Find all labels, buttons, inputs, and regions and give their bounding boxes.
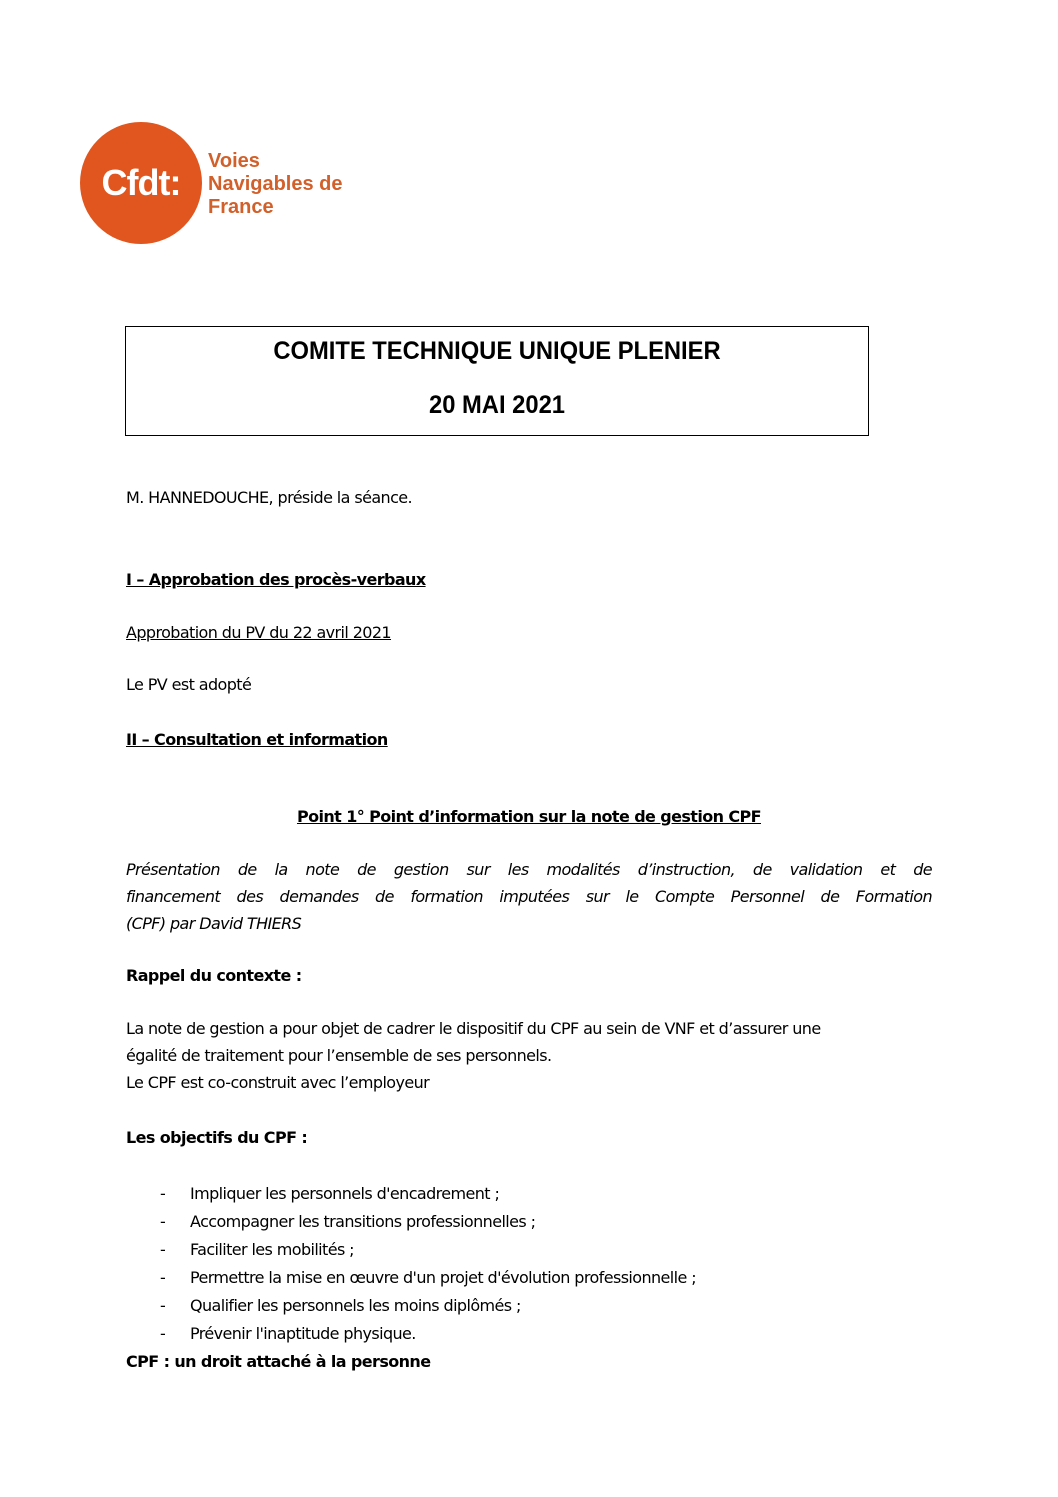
- logo-mark-text: Cfdt:: [101, 162, 181, 203]
- objective-item: Faciliter les mobilités ;: [190, 1240, 354, 1259]
- objective-item: Qualifier les personnels les moins diplômés ;: [190, 1296, 521, 1315]
- bullet-dash-icon: -: [160, 1212, 166, 1231]
- logo-org-line: France: [208, 196, 274, 218]
- context-heading: Rappel du contexte :: [126, 966, 302, 985]
- context-line: La note de gestion a pour objet de cadrer le dispositif du CPF au sein de VNF et d’assurer une: [126, 1019, 821, 1038]
- presentation-line: (CPF) par David THIERS: [126, 914, 302, 933]
- objective-item: Prévenir l'inaptitude physique.: [190, 1324, 416, 1343]
- bullet-dash-icon: -: [160, 1324, 166, 1343]
- president-line: M. HANNEDOUCHE, préside la séance.: [126, 488, 412, 507]
- bullet-dash-icon: -: [160, 1184, 166, 1203]
- section1-heading: I – Approbation des procès-verbaux: [126, 570, 426, 589]
- presentation-line: financement des demandes de formation imputées sur le Compte Personnel de Formation: [126, 887, 932, 906]
- context-line: Le CPF est co-construit avec l’employeur: [126, 1073, 430, 1092]
- objective-item: Permettre la mise en œuvre d'un projet d'évolution professionnelle ;: [190, 1268, 696, 1287]
- logo-org-line: Navigables de: [208, 173, 343, 195]
- bullet-dash-icon: -: [160, 1268, 166, 1287]
- objective-item: Accompagner les transitions professionnelles ;: [190, 1212, 536, 1231]
- section1-subheading: Approbation du PV du 22 avril 2021: [126, 623, 392, 642]
- document-title: COMITE TECHNIQUE UNIQUE PLENIER: [273, 337, 721, 365]
- section2-heading: II – Consultation et information: [126, 730, 388, 749]
- document-date: 20 MAI 2021: [429, 391, 565, 419]
- objectives-heading: Les objectifs du CPF :: [126, 1128, 308, 1147]
- cpf-right-heading: CPF : un droit attaché à la personne: [126, 1352, 431, 1371]
- presentation-line: Présentation de la note de gestion sur les modalités d’instruction, de validation et de: [126, 860, 932, 879]
- point1-heading: Point 1° Point d’information sur la note de gestion CPF: [296, 807, 761, 826]
- section1-result: Le PV est adopté: [126, 675, 252, 694]
- logo-org-line: Voies: [208, 150, 260, 172]
- bullet-dash-icon: -: [160, 1240, 166, 1259]
- bullet-dash-icon: -: [160, 1296, 166, 1315]
- title-box: [125, 326, 869, 436]
- context-line: égalité de traitement pour l’ensemble de ses personnels.: [126, 1046, 552, 1065]
- logo-org-name: [208, 150, 343, 219]
- objective-item: Impliquer les personnels d'encadrement ;: [190, 1184, 500, 1203]
